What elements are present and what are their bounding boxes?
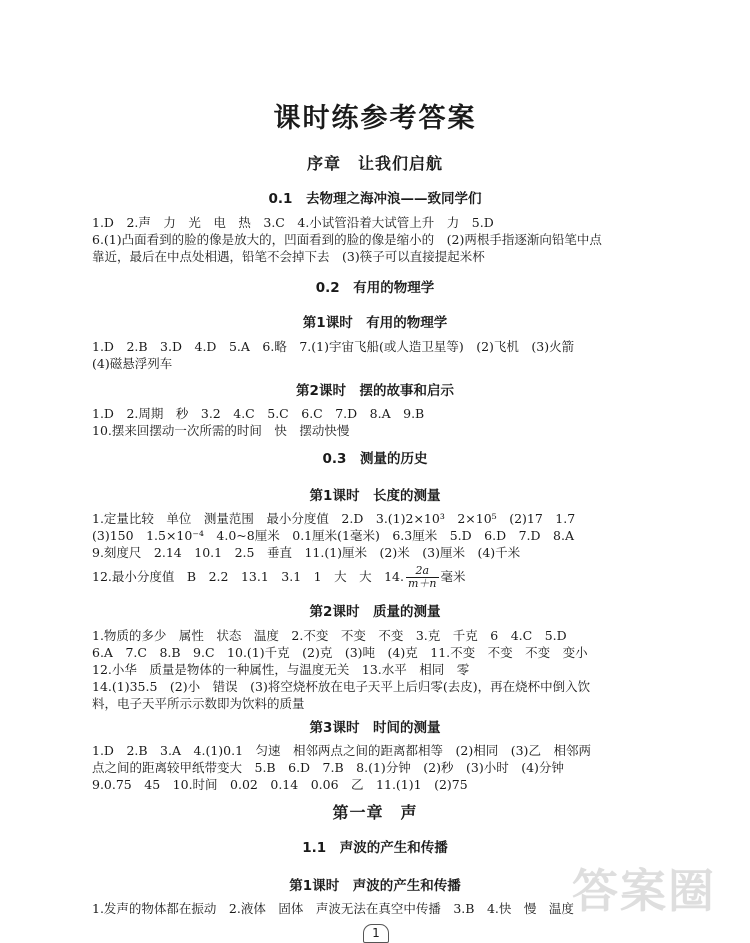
answer-line: 6.(1)凸面看到的脸的像是放大的，凹面看到的脸的像是缩小的 (2)两根手指逐渐向铅笔中点: [92, 232, 602, 247]
answer-line: 点之间的距离较甲纸带变大 5.B 6.D 7.B 8.(1)分钟 (2)秒 (3)小时 (4)分钟: [92, 760, 564, 775]
lesson-heading: 第1课时 声波的产生和传播: [289, 878, 461, 894]
answer-line: 10.摆来回摆动一次所需的时间 快 摆动快慢: [92, 423, 350, 438]
answer-line: 1.D 2.周期 秒 3.2 4.C 5.C 6.C 7.D 8.A 9.B: [92, 406, 425, 421]
answer-line: 料，电子天平所示示数即为饮料的质量: [92, 696, 305, 711]
fraction: [406, 565, 439, 590]
section-heading-0-1: 0.1 去物理之海冲浪——致同学们: [268, 191, 482, 207]
lesson-heading: 第1课时 有用的物理学: [302, 315, 448, 331]
fraction-denominator: m＋n: [408, 577, 437, 590]
answer-line: 靠近，最后在中点处相遇，铅笔不会掉下去 (3)筷子可以直接提起米杯: [92, 249, 485, 264]
answer-line: 1.定量比较 单位 测量范围 最小分度值 2.D 3.(1)2×10³ 2×10⁵ (2)17 1.7: [92, 511, 576, 526]
answer-text: 12.最小分度值 B 2.2 13.1 3.1 1 大 大 14.: [92, 569, 404, 584]
lesson-heading: 第2课时 质量的测量: [309, 604, 441, 620]
section-heading-0-2: 0.2 有用的物理学: [315, 280, 435, 296]
answer-line: 6.A 7.C 8.B 9.C 10.(1)千克 (2)克 (3)吨 (4)克 11.不变 不变 不变 变小: [92, 645, 588, 660]
answer-line: 14.(1)35.5 (2)小 错误 (3)将空烧杯放在电子天平上后归零(去皮)，再在烧杯中倒入饮: [92, 679, 591, 694]
chapter-heading-prologue: 序章 让我们启航: [306, 154, 443, 173]
watermark-logo: 答案圈: [572, 864, 716, 918]
answer-line: 12.小华 质量是物体的一种属性，与温度无关 13.水平 相同 零: [92, 662, 470, 677]
lesson-heading: 第1课时 长度的测量: [309, 488, 441, 504]
section-heading-0-3: 0.3 测量的历史: [322, 451, 428, 467]
lesson-heading: 第3课时 时间的测量: [309, 720, 441, 736]
fraction-numerator: 2a: [406, 565, 439, 578]
answer-line-with-fraction: [92, 563, 692, 591]
answer-line: 1.D 2.B 3.A 4.(1)0.1 匀速 相邻两点之间的距离都相等 (2)相同 (3)乙 相邻两: [92, 743, 591, 758]
section-heading-1-1: 1.1 声波的产生和传播: [302, 840, 448, 856]
page-title: 课时练参考答案: [273, 103, 477, 134]
chapter-heading-1: 第一章 声: [332, 803, 418, 822]
page-number: 1: [363, 924, 389, 943]
lesson-heading: 第2课时 摆的故事和启示: [296, 383, 454, 399]
answer-line: (3)150 1.5×10⁻⁴ 4.0~8厘米 0.1厘米(1毫米) 6.3厘米 5.D 6.D 7.D 8.A: [92, 528, 575, 543]
answer-line: 9.0.75 45 10.时间 0.02 0.14 0.06 乙 11.(1)1 (2)75: [92, 777, 468, 792]
answer-line: 1.D 2.声 力 光 电 热 3.C 4.小试管沿着大试管上升 力 5.D: [92, 215, 494, 230]
answer-line: 1.物质的多少 属性 状态 温度 2.不变 不变 不变 3.克 千克 6 4.C 5.D: [92, 628, 567, 643]
answer-line: 9.刻度尺 2.14 10.1 2.5 垂直 11.(1)厘米 (2)米 (3)厘米 (4)千米: [92, 545, 521, 560]
answer-text: 毫米: [440, 569, 466, 584]
answer-line: (4)磁悬浮列车: [92, 356, 173, 371]
answer-line: 1.发声的物体都在振动 2.液体 固体 声波无法在真空中传播 3.B 4.快 慢 温度: [92, 901, 574, 916]
answer-line: 1.D 2.B 3.D 4.D 5.A 6.略 7.(1)宇宙飞船(或人造卫星等) (2)飞机 (3)火箭: [92, 339, 575, 354]
